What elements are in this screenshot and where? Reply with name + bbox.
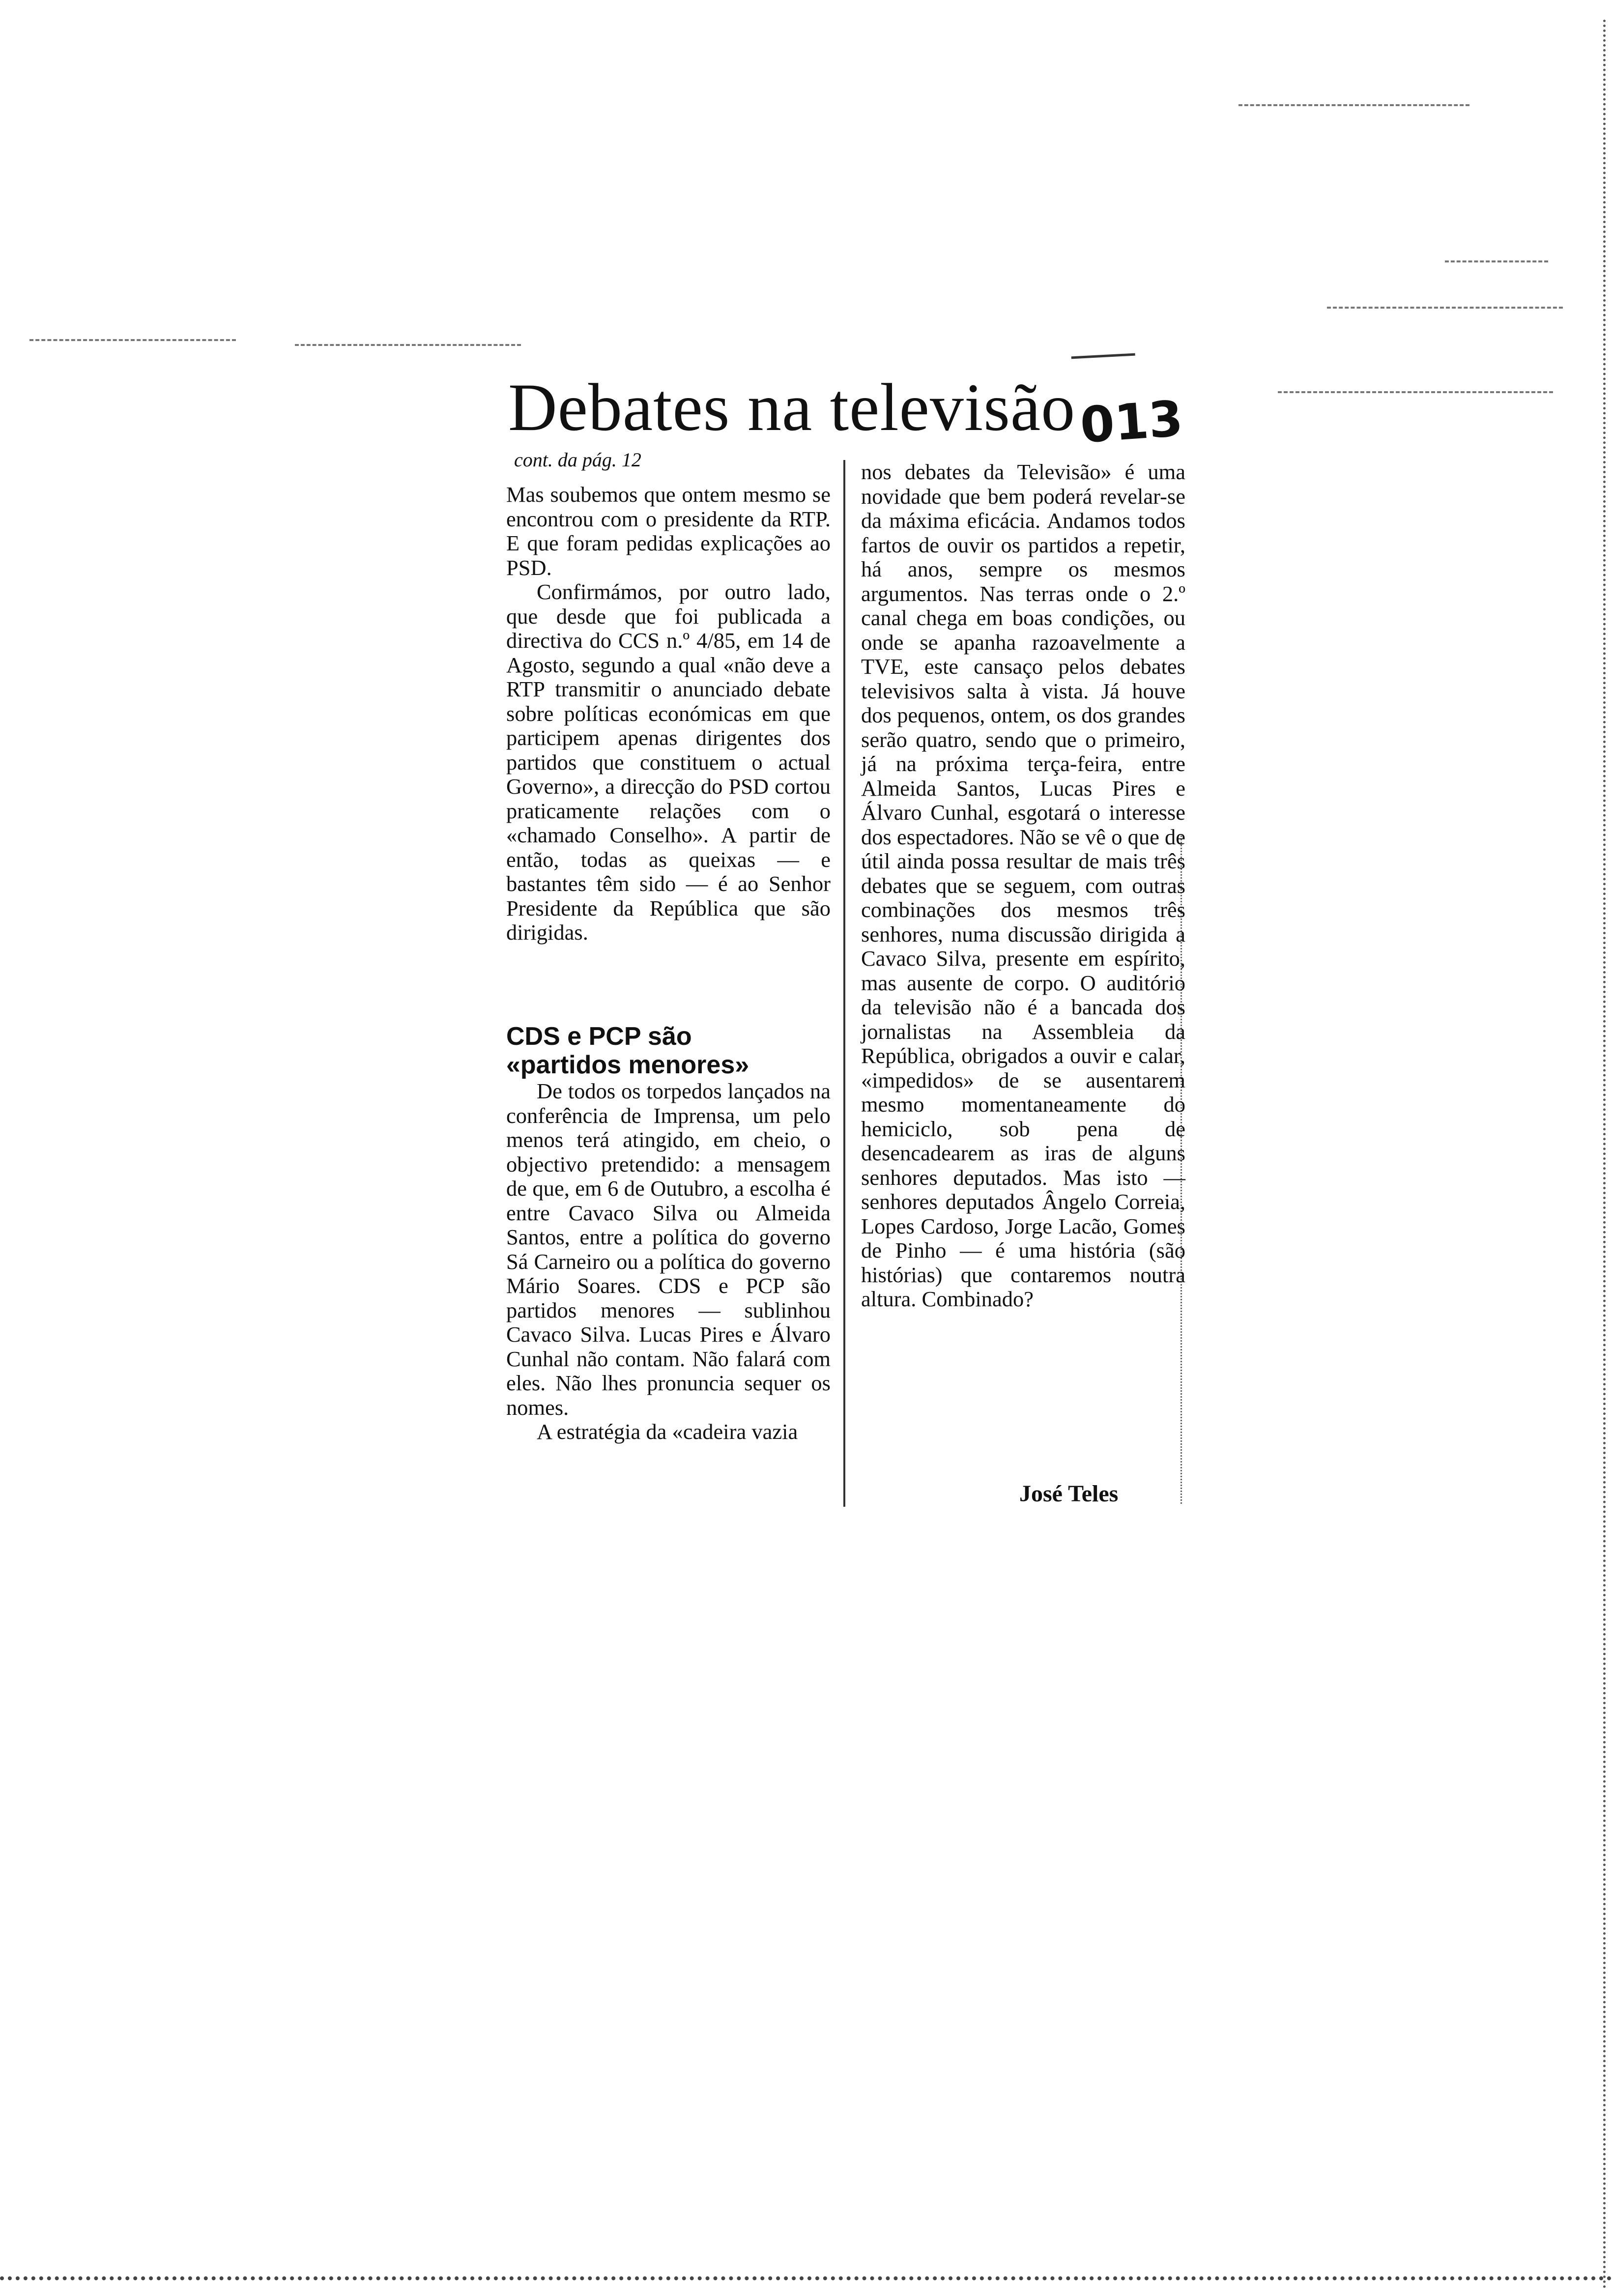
scan-artifact-line — [1238, 104, 1469, 106]
paragraph: Mas soubemos que ontem mesmo se encontrou com o presidente da RTP. E que foram pedidas explicações ao PSD. — [506, 482, 831, 580]
scan-artifact-line — [1445, 260, 1548, 262]
scan-artifact-line — [1278, 391, 1553, 393]
article-title: Debates na televisão — [508, 370, 1076, 445]
continuation-note: cont. da pág. 12 — [514, 449, 641, 471]
paragraph: A estratégia da «cadeira vazia — [537, 1419, 798, 1444]
paragraph: De todos os torpedos lançados na conferência de Imprensa, um pelo menos terá atingido, em cheio, o objectivo pretendido: a mensagem de que, em 6 de Outubro, a escolha é entre Cavaco Silva ou Almeida Santos, entre a política do governo Sá Carneiro ou a política do governo Mário Soares. CDS e PCP são partidos menores — sublinhou Cavaco Silva. Lucas Pires e Álvaro Cunhal não contam. Não falará com eles. Não lhes pronuncia sequer os nomes. — [506, 1079, 831, 1420]
paragraph: nos debates da Televisão» é uma novidade que bem poderá revelar-se da máxima eficácia. Andamos todos fartos de ouvir os partidos a repetir, há anos, sempre os mesmos argumentos. Nas terras onde o 2.º canal chega em boas condições, ou onde se apanha razoavelmente a TVE, este cansaço pelos debates televisivos salta à vista. Já houve dos pequenos, ontem, os dos grandes serão quatro, sendo que o primeiro, já na próxima terça-feira, entre Almeida Santos, Lucas Pires e Álvaro Cunhal, esgotará o interesse dos espectadores. Não se vê o que de útil ainda possa resultar de mais três debates que se seguem, com outras combinações dos mesmos três senhores, numa discussão dirigida a Cavaco Silva, presente em espírito, mas ausente de corpo. O auditório da televisão não é a bancada dos jornalistas na Assembleia da República, obrigados a ouvir e calar, «impedidos» de se ausentarem mesmo momentaneamente do hemiciclo, sob pena de desencadearem as iras de alguns senhores deputados. Mas isto — senhores deputados Ângelo Correia, Lopes Cardoso, Jorge Lacão, Gomes de Pinho — é uma história (são histórias) que contaremos noutra altura. Combinado? — [861, 459, 1185, 1311]
column-divider — [843, 460, 845, 1507]
scan-artifact-line — [1327, 307, 1563, 309]
handwritten-page-number: 013 — [1078, 389, 1185, 455]
left-column-section — [506, 1022, 831, 1444]
subheading: CDS e PCP são — [506, 1022, 692, 1051]
paragraph: Confirmámos, por outro lado, que desde que foi publicada a directiva do CCS n.º 4/85, em 14 de Agosto, segundo a qual «não deve a RTP transmitir o anunciado debate sobre políticas económicas em que participem apenas dirigentes dos partidos que constituem o actual Governo», a direcção do PSD cortou praticamente relações com o «chamado Conselho». A partir de então, todas as queixas — e bastantes têm sido — é ao Senhor Presidente da República que são dirigidas. — [506, 579, 831, 945]
left-column — [506, 483, 831, 945]
handwritten-scribble — [1071, 353, 1136, 364]
subheading: «partidos menores» — [506, 1051, 749, 1079]
scan-edge — [1603, 20, 1606, 2290]
scan-artifact-line — [295, 344, 521, 346]
scan-bottom-edge — [0, 2276, 1612, 2280]
right-column — [861, 460, 1185, 1312]
scan-artifact-line — [29, 339, 236, 341]
author-signature: José Teles — [1019, 1481, 1119, 1507]
